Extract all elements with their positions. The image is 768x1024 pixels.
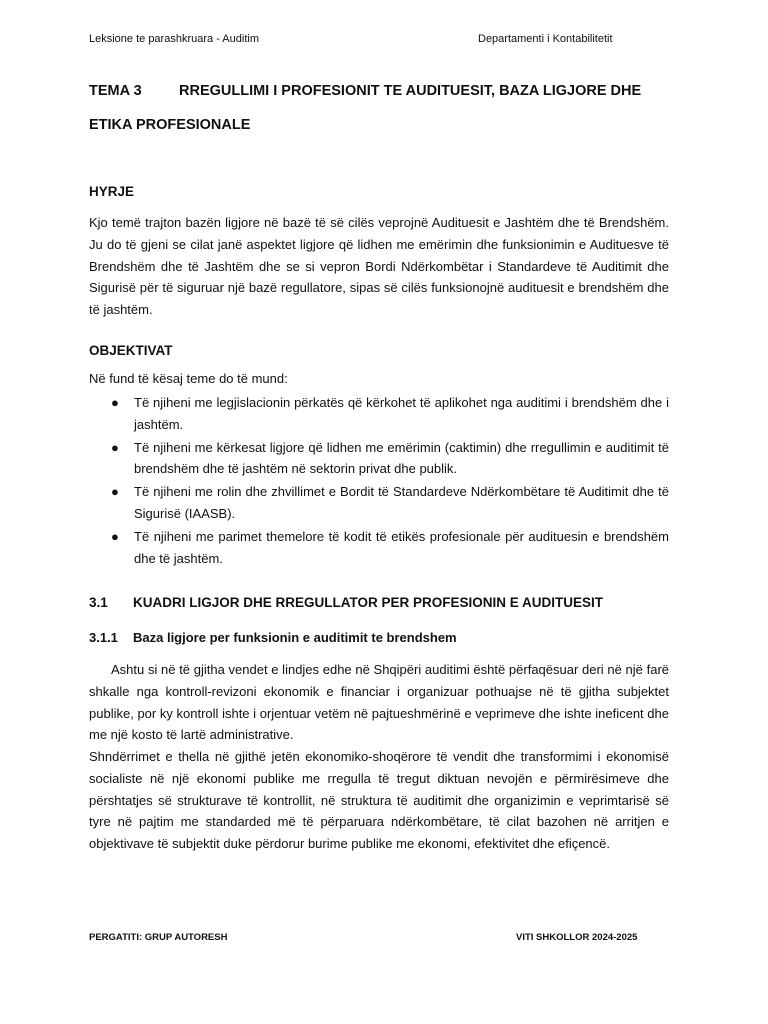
footer-school-year: VITI SHKOLLOR 2024-2025 xyxy=(516,932,638,943)
section-heading-3-1 xyxy=(89,595,603,610)
bullet-icon: ● xyxy=(111,484,119,500)
bullet-icon: ● xyxy=(111,395,119,410)
header-course-title: Leksione te parashkruara - Auditim xyxy=(89,33,259,45)
body-paragraph-2: Shndërrimet e thella në gjithë jetën ekonomiko-shoqërore të vendit dhe transformimi i ekonomisë socialiste në një ekonomi publike me rregulla të tregut diktuan nevojën e përmirësimeve dhe përshtatjes së strukturave të kontrollit, në struktura të auditimit dhe organizimin e veprimtarisë së tyre në pajtim me standarded më të përparuara ndërkombëtare, të cilat bazohen në arritjen e objektivave të subjektit duke përdorur burime publike me ekonomi, efektivitet dhe efiçencë. xyxy=(89,749,669,852)
list-item: ● Të njiheni me rolin dhe zhvillimet e Bordit të Standardeve Ndërkombëtare të Auditimit dhe të Sigurisë (IAASB). xyxy=(89,481,669,525)
subsection-title: Baza ligjore per funksionin e auditimit te brendshem xyxy=(133,630,457,645)
section-heading-hyrje: HYRJE xyxy=(89,184,135,199)
list-item: ● Të njiheni me kërkesat ligjore që lidhen me emërimin (caktimin) dhe rregullimin e auditimit të brendshëm dhe të jashtëm në sektorin privat dhe publik. xyxy=(89,437,669,481)
section-heading-objektivat: OBJEKTIVAT xyxy=(89,343,173,358)
bullet-icon: ● xyxy=(111,528,119,544)
subsection-heading-3-1-1 xyxy=(89,630,457,645)
subsection-number: 3.1.1 xyxy=(89,630,118,645)
list-item: ● Të njiheni me legjislacionin përkatës që kërkohet të aplikohet nga auditimi i brendshëm dhe i jashtëm. xyxy=(89,392,669,436)
list-item: ● Të njiheni me parimet themelore të kodit të etikës profesionale për audituesin e brendshëm dhe të jashtëm. xyxy=(89,526,669,570)
header-department: Departamenti i Kontabilitetit xyxy=(478,33,613,45)
body-paragraph-1: Ashtu si në të gjitha vendet e lindjes edhe në Shqipëri auditimi është përfaqësuar deri në një farë shkalle nga kontroll-revizoni ekonomik e financiar i organizuar pothuajse në të gjitha subjektet publike, por ky kontroll ishte i orjentuar vetëm në pajtueshmërinë e veprimeve dhe ishte ineficent dhe me një kosto të lartë administrative. xyxy=(89,662,669,743)
topic-title-line1 xyxy=(89,83,641,99)
section-title: KUADRI LIGJOR DHE RREGULLATOR PER PROFESIONIN E AUDITUESIT xyxy=(133,595,604,610)
objectives-list xyxy=(89,392,669,570)
bullet-icon: ● xyxy=(111,439,119,455)
footer-authors: PERGATITI: GRUP AUTORESH xyxy=(89,932,228,943)
topic-title-line2: ETIKA PROFESIONALE xyxy=(89,117,251,133)
topic-number: TEMA 3 xyxy=(89,83,142,99)
objectives-intro: Në fund të kësaj teme do të mund: xyxy=(89,371,288,386)
topic-title-text: RREGULLIMI I PROFESIONIT TE AUDITUESIT, BAZA LIGJORE DHE xyxy=(179,83,642,99)
section-number: 3.1 xyxy=(89,595,108,610)
hyrje-paragraph: Kjo temë trajton bazën ligjore në bazë të së cilës veprojnë Audituesit e Jashtëm dhe të Brendshëm. Ju do të gjeni se cilat janë aspektet ligjore që lidhen me emërimin dhe funksionimin e Audituesve të Brendshëm dhe të Jashtëm dhe se si vepron Bordi Ndërkombëtar i Standardeve të Auditimit dhe Sigurisë për të siguruar një bazë regullatore, sipas së cilës funksionojnë audituesit e brendshëm dhe të jashtëm. xyxy=(89,215,669,318)
